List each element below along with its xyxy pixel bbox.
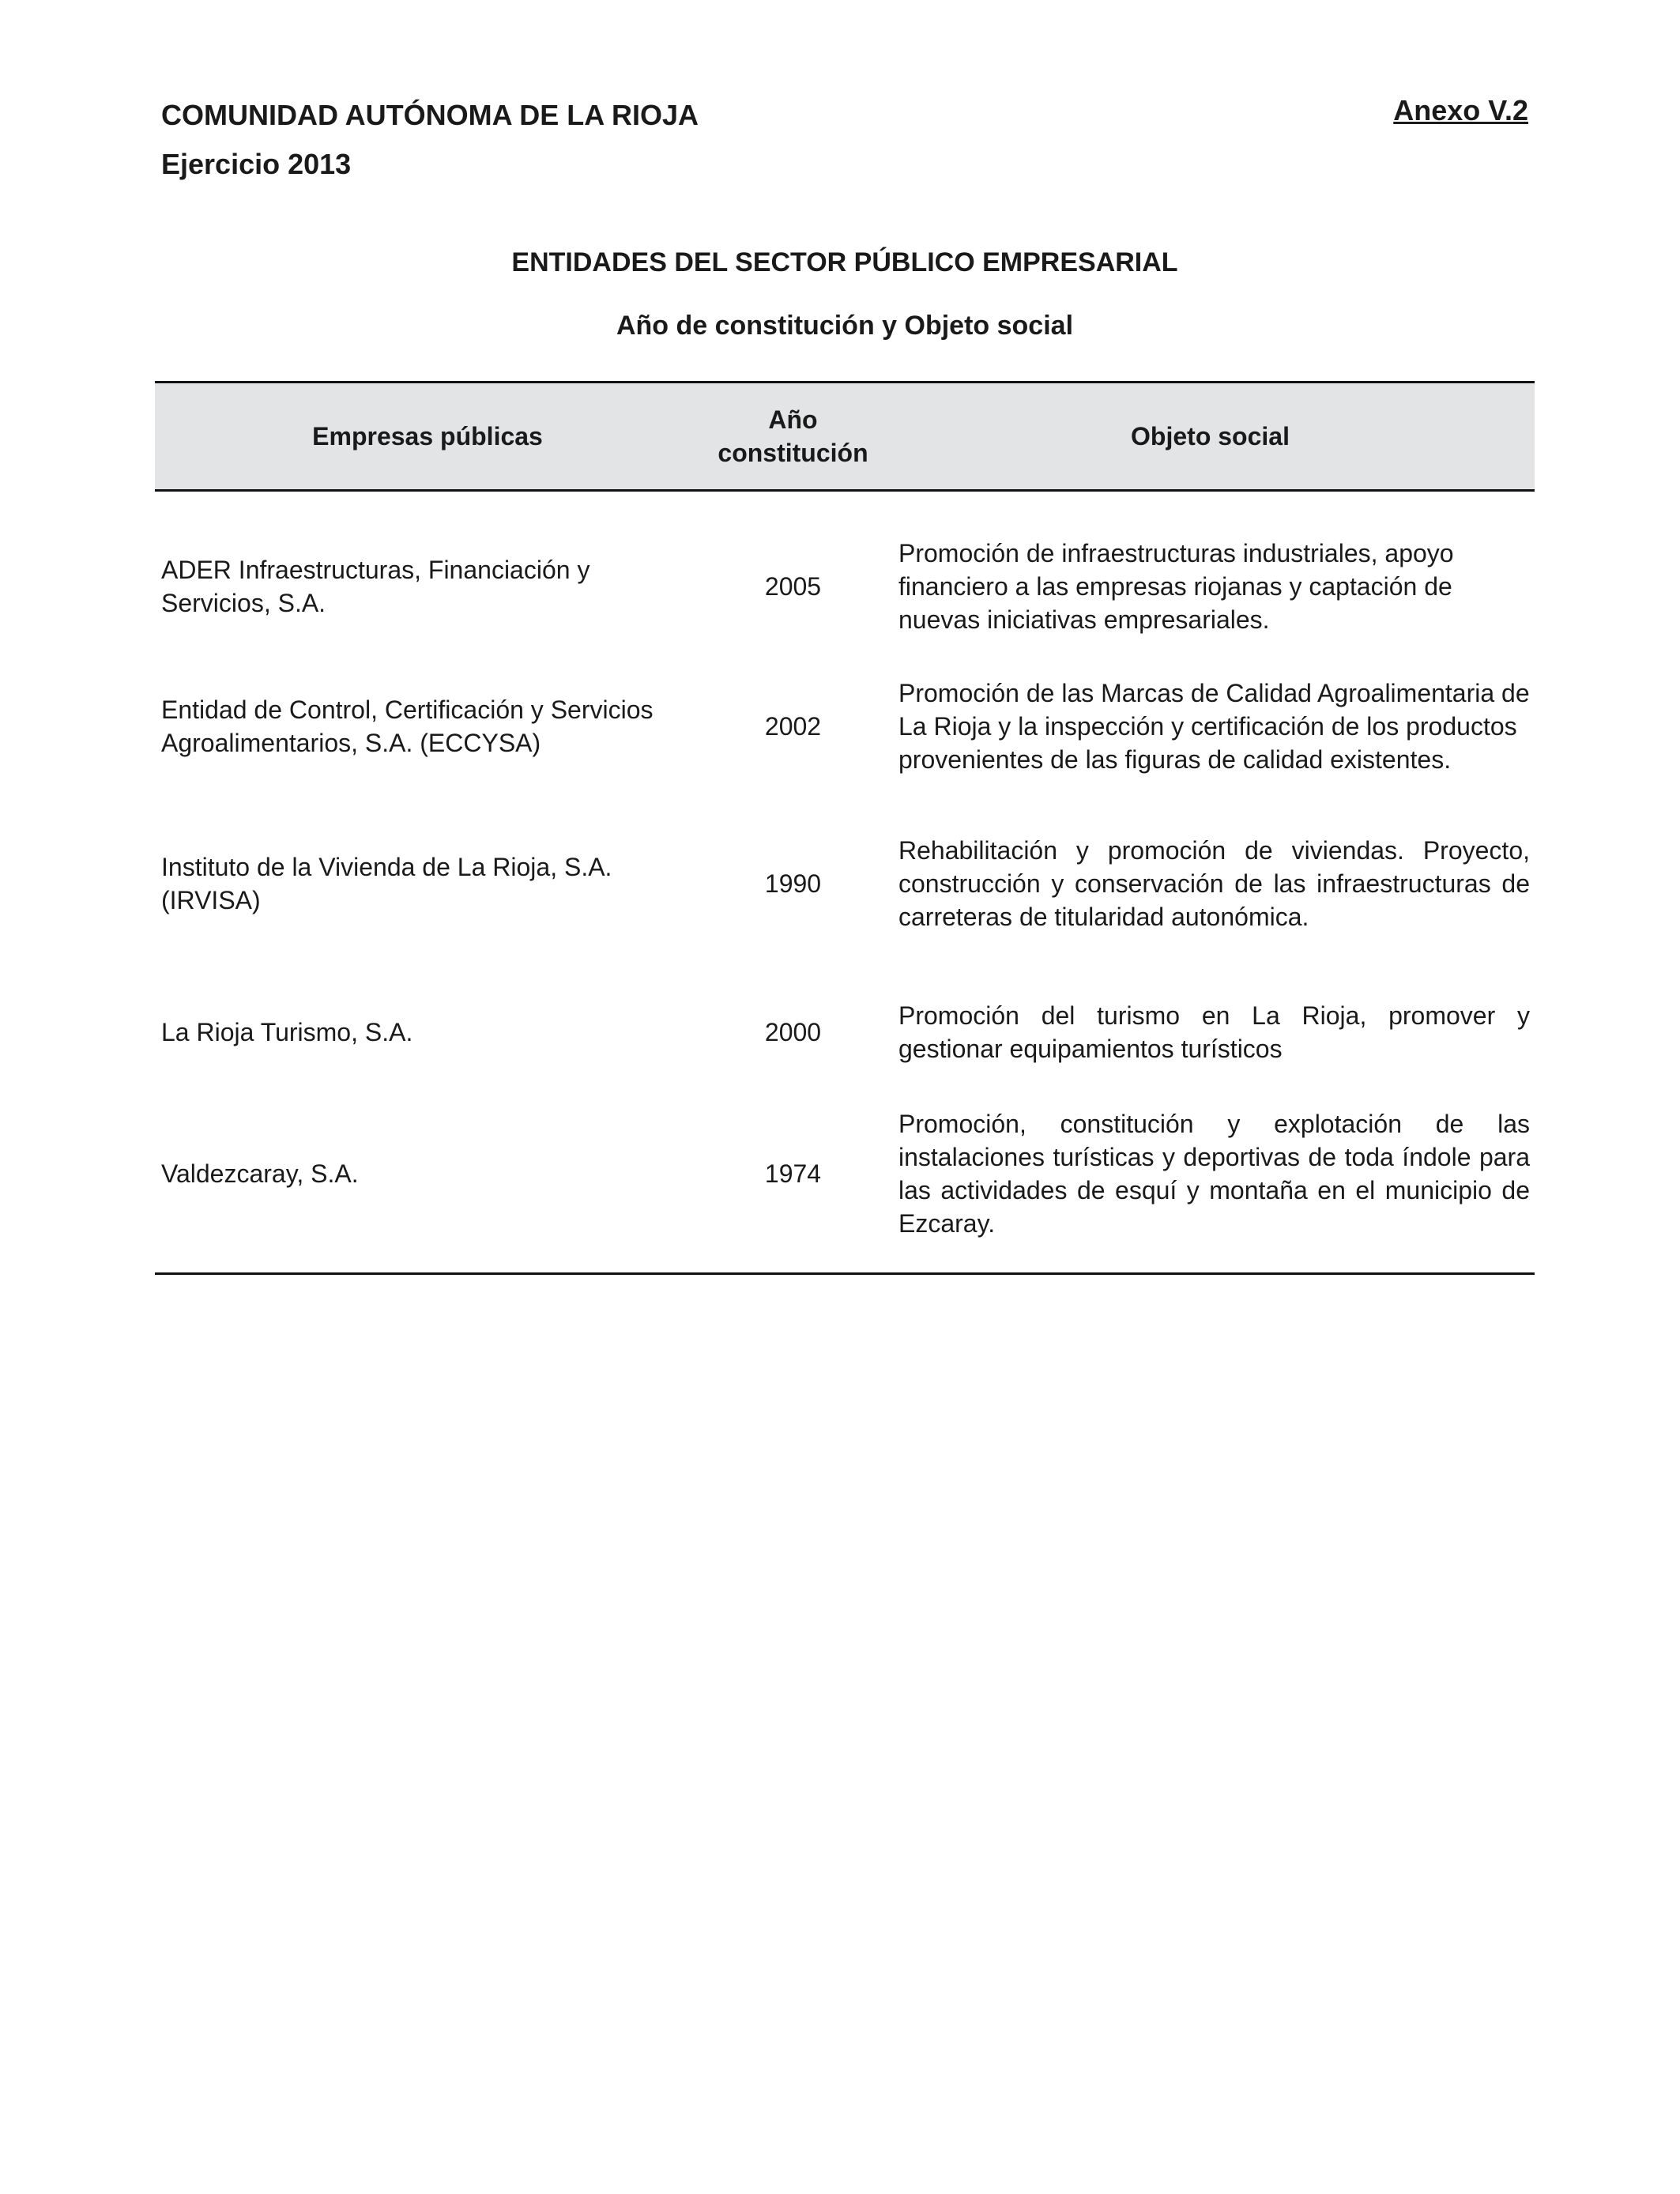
table-row — [155, 648, 1535, 805]
company-name: ADER Infraestructuras, Financiación y Servicios, S.A. — [161, 556, 590, 617]
company-name: Instituto de la Vivienda de La Rioja, S.A. (IRVISA) — [161, 853, 612, 914]
title-block — [155, 245, 1535, 343]
document-subtitle: Año de constitución y Objeto social — [616, 311, 1074, 341]
table-row — [155, 1102, 1535, 1246]
company-name: Valdezcaray, S.A. — [161, 1159, 359, 1188]
table-spacer-top — [155, 491, 1535, 526]
company-name: La Rioja Turismo, S.A. — [161, 1018, 413, 1046]
corporate-purpose: Promoción, constitución y explotación de las instalaciones turísticas y deportivas de toda índole para las actividades de esquí y montaña en el municipio de Ezcaray. — [898, 1110, 1530, 1238]
corporate-purpose: Promoción del turismo en La Rioja, promover y gestionar equipamientos turísticos — [898, 1001, 1530, 1063]
table-row — [155, 525, 1535, 648]
company-name: Entidad de Control, Certificación y Servicios Agroalimentarios, S.A. (ECCYSA) — [161, 696, 654, 757]
founding-year: 2000 — [764, 1018, 822, 1046]
founding-year: 2002 — [764, 712, 822, 741]
corporate-purpose: Promoción de las Marcas de Calidad Agroalimentaria de La Rioja y la inspección y certificación de los productos provenientes de las figuras de calidad existentes. — [898, 679, 1530, 774]
founding-year: 1974 — [764, 1159, 822, 1188]
fiscal-year: Ejercicio 2013 — [161, 148, 352, 180]
table-row — [155, 963, 1535, 1102]
founding-year: 2005 — [764, 572, 822, 601]
column-header-year-line1: Año — [768, 405, 818, 434]
table-row — [155, 805, 1535, 963]
column-header-purpose: Objeto social — [1131, 422, 1290, 450]
column-header-year-line2: constitución — [718, 439, 868, 467]
annex-label: Anexo V.2 — [1393, 94, 1528, 126]
document-header — [161, 98, 699, 182]
corporate-purpose: Rehabilitación y promoción de viviendas. Proyecto, construcción y conservación de las infraestructuras de carreteras de titularidad autonómica. — [898, 836, 1530, 931]
founding-year: 1990 — [764, 869, 822, 898]
column-header-year — [700, 383, 886, 491]
column-header-company: Empresas públicas — [312, 422, 543, 450]
corporate-purpose: Promoción de infraestructuras industriales, apoyo financiero a las empresas riojanas y captación de nuevas iniciativas empresariales. — [898, 539, 1454, 634]
document-title: ENTIDADES DEL SECTOR PÚBLICO EMPRESARIAL — [511, 247, 1178, 277]
table-header-row — [155, 383, 1535, 491]
table-spacer-bottom — [155, 1246, 1535, 1274]
organization-name: COMUNIDAD AUTÓNOMA DE LA RIOJA — [161, 99, 699, 131]
entities-table — [155, 381, 1535, 1275]
